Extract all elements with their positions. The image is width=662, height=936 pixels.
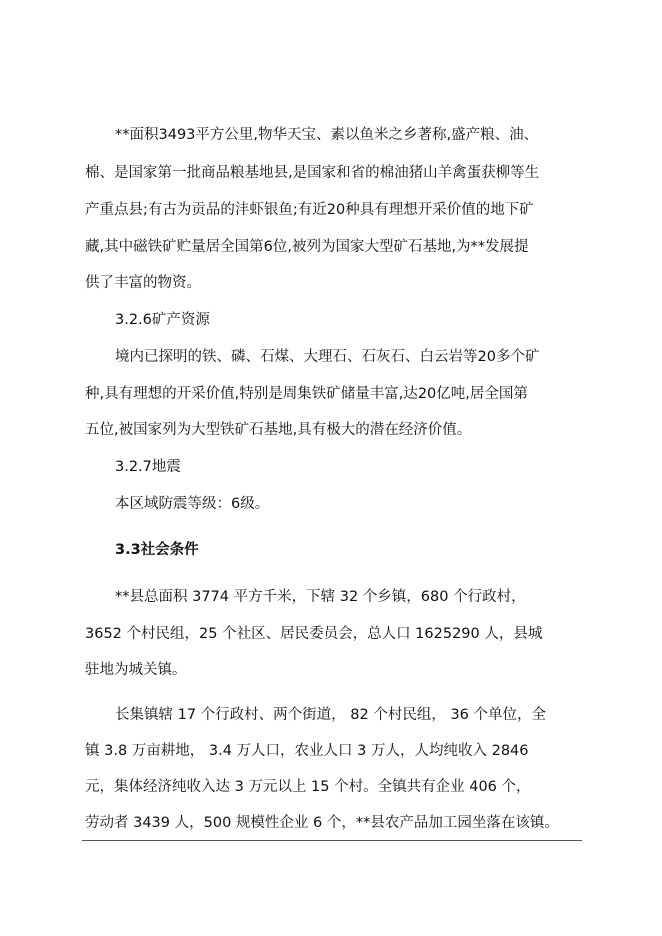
paragraph-line: 种,具有理想的开采价值,特别是周集铁矿储量丰富,达20亿吨,居全国第 xyxy=(85,386,528,402)
paragraph-line: 元，集体经济纯收入达 3 万元以上 15 个村。全镇共有企业 406 个， xyxy=(85,779,531,795)
paragraph-line: 产重点县;有古为贡品的沣虾银鱼;有近20种具有理想开采价值的地下矿 xyxy=(85,202,534,218)
paragraph-line: **面积3493平方公里,物华天宝、素以鱼米之乡著称,盛产粮、油、 xyxy=(115,127,539,143)
section-heading-3-3: 3.3社会条件 xyxy=(115,542,199,558)
paragraph-line: 3652 个村民组，25 个社区、居民委员会，总人口 1625290 人，县城 xyxy=(85,626,543,642)
paragraph-line: 镇 3.8 万亩耕地， 3.4 万人口，农业人口 3 万人，人均纯收入 2846 xyxy=(85,743,529,759)
paragraph-line: **县总面积 3774 平方千米，下辖 32 个乡镇，680 个行政村， xyxy=(115,589,526,605)
paragraph-line: 本区域防震等级：6级。 xyxy=(115,496,270,512)
section-heading-3-2-7: 3.2.7地震 xyxy=(115,459,181,475)
paragraph-line: 驻地为城关镇。 xyxy=(85,662,187,678)
section-heading-3-2-6: 3.2.6矿产资源 xyxy=(115,312,210,328)
paragraph-line: 藏,其中磁铁矿贮量居全国第6位,被列为国家大型矿石基地,为**发展提 xyxy=(85,239,529,255)
paragraph-line: 五位,被国家列为大型铁矿石基地,具有极大的潜在经济价值。 xyxy=(85,422,472,438)
page-footer-divider xyxy=(82,840,582,841)
paragraph-line: 供了丰富的物资。 xyxy=(85,275,201,291)
paragraph-line: 境内已探明的铁、磷、石煤、大理石、石灰石、白云岩等20多个矿 xyxy=(115,349,540,365)
paragraph-line: 劳动者 3439 人，500 规模性企业 6 个，**县农产品加工园坐落在该镇。 xyxy=(85,815,559,831)
paragraph-line: 长集镇辖 17 个行政村、两个街道， 82 个村民组， 36 个单位，全 xyxy=(115,707,547,723)
paragraph-line: 棉、是国家第一批商品粮基地县,是国家和省的棉油猪山羊禽蛋获柳等生 xyxy=(85,165,540,181)
